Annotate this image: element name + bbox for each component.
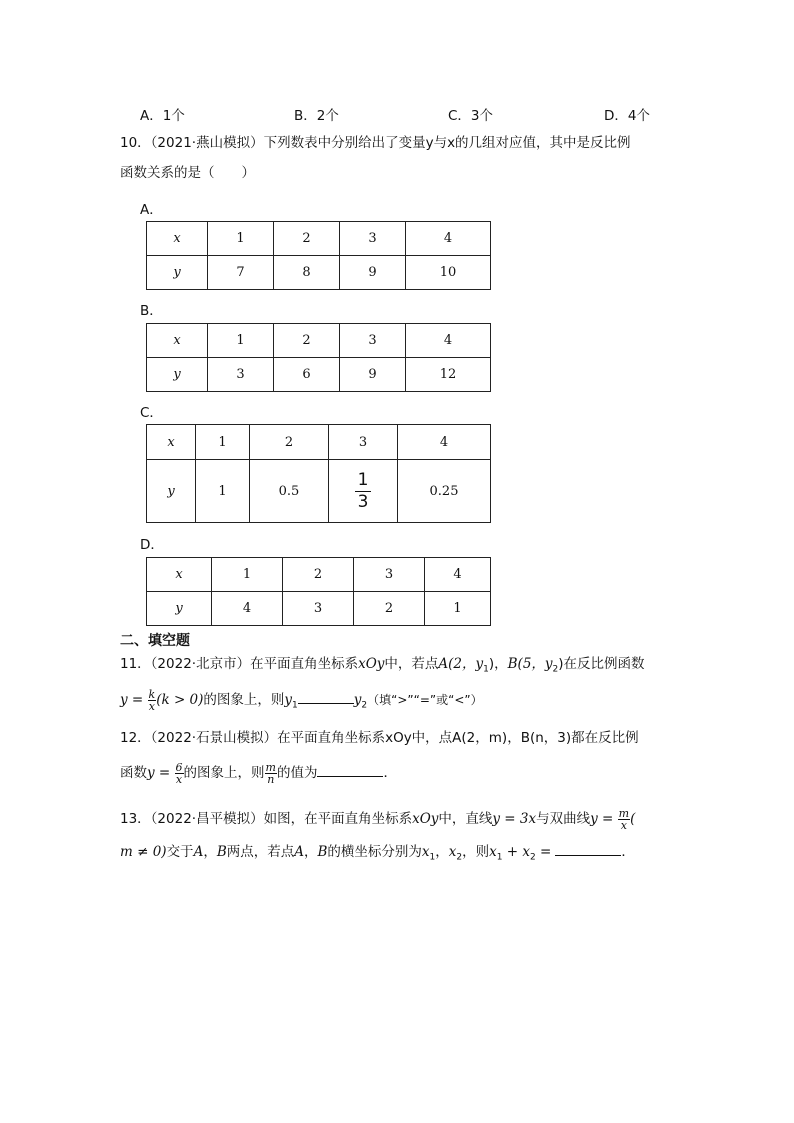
table-cell: y xyxy=(147,592,212,626)
q10-option-a-label: A． xyxy=(140,202,163,218)
table-cell: 3 xyxy=(340,324,406,358)
table-cell: 9 xyxy=(340,358,406,392)
q10-option-b-label: B． xyxy=(140,303,163,319)
prev-option-b: B．2个 xyxy=(294,108,339,124)
k-over-x-fraction: $\frac{k}{x}$ xyxy=(148,687,156,713)
table-cell: 4 xyxy=(425,558,491,592)
table-cell: x xyxy=(147,425,196,460)
table-cell-fraction xyxy=(329,460,398,523)
prev-option-a: A．1个 xyxy=(140,108,185,124)
answer-blank[interactable] xyxy=(555,854,621,856)
q10-line2: 函数关系的是（ ） xyxy=(120,165,255,181)
m-over-n-fraction: $\frac{m}{n}$ xyxy=(265,760,276,786)
table-cell: 1 xyxy=(425,592,491,626)
answer-blank[interactable] xyxy=(298,702,354,704)
table-cell: 2 xyxy=(354,592,425,626)
table-cell: 1 xyxy=(196,425,250,460)
table-cell: 0.25 xyxy=(398,460,491,523)
q10-table-b xyxy=(146,323,491,392)
table-cell: 9 xyxy=(340,256,406,290)
q11-line2: y = $\frac{k}{x}$ (k > 0)的图象上，则$y_1$ $y_2$（填“>”“=”或“<”） xyxy=(120,687,483,713)
table-cell: 12 xyxy=(406,358,491,392)
table-cell: 10 xyxy=(406,256,491,290)
table-cell: 4 xyxy=(406,222,491,256)
table-cell: y xyxy=(147,358,208,392)
table-cell: 3 xyxy=(329,425,398,460)
table-cell: x xyxy=(147,324,208,358)
table-cell: 3 xyxy=(354,558,425,592)
table-cell: 3 xyxy=(208,358,274,392)
section-title: 二、填空题 xyxy=(120,633,190,649)
table-cell: 1 xyxy=(212,558,283,592)
six-over-x-fraction: $\frac{6}{x}$ xyxy=(175,760,183,786)
table-cell: 4 xyxy=(406,324,491,358)
table-cell: 6 xyxy=(274,358,340,392)
prev-option-c: C．3个 xyxy=(448,108,494,124)
q13-line1: 13．（2022·昌平模拟）如图，在平面直角坐标系xOy中，直线y = 3x与双曲线y = $\frac{m}{x}$ ( xyxy=(120,806,636,832)
table-cell: 4 xyxy=(398,425,491,460)
table-cell: 3 xyxy=(340,222,406,256)
table-cell: x xyxy=(147,558,212,592)
q10-option-c-label: C． xyxy=(140,405,163,421)
q10-table-c xyxy=(146,424,491,523)
table-cell: 1 xyxy=(196,460,250,523)
q11-line1: 11．（2022·北京市）在平面直角坐标系xOy中，若点A(2，$y_1$)，B(5，$y_2$)在反比例函数 xyxy=(120,656,645,675)
table-cell: 2 xyxy=(274,324,340,358)
table-cell: 8 xyxy=(274,256,340,290)
q12-line1: 12．（2022·石景山模拟）在平面直角坐标系xOy中，点A(2，m)，B(n，3)都在反比例 xyxy=(120,730,639,746)
table-cell: 2 xyxy=(283,558,354,592)
answer-blank[interactable] xyxy=(317,775,383,777)
table-cell: 1 xyxy=(208,324,274,358)
table-cell: 4 xyxy=(212,592,283,626)
q10-table-d xyxy=(146,557,491,626)
table-cell: 2 xyxy=(250,425,329,460)
prev-option-d: D．4个 xyxy=(604,108,650,124)
q12-line2: 函数y = $\frac{6}{x}$ 的图象上，则 $\frac{m}{n}$ 的值为 ． xyxy=(120,760,397,786)
q10-table-a xyxy=(146,221,491,290)
table-cell: 2 xyxy=(274,222,340,256)
table-cell: y xyxy=(147,460,196,523)
table-cell: 7 xyxy=(208,256,274,290)
table-cell: 3 xyxy=(283,592,354,626)
q10-line1: 10．（2021·燕山模拟）下列数表中分别给出了变量y与x的几组对应值，其中是反比例 xyxy=(120,135,631,151)
m-over-x-fraction: $\frac{m}{x}$ xyxy=(618,806,630,832)
table-cell: x xyxy=(147,222,208,256)
table-cell: 0.5 xyxy=(250,460,329,523)
q10-option-d-label: D． xyxy=(140,537,164,553)
one-third-fraction: $\frac{1}{3}$ xyxy=(355,472,372,511)
table-cell: y xyxy=(147,256,208,290)
q13-line2: m ≠ 0)交于A，B两点，若点A，B的横坐标分别为$x_1$，$x_2$，则$x_1 + x_2$ = ． xyxy=(120,844,635,863)
table-cell: 1 xyxy=(208,222,274,256)
